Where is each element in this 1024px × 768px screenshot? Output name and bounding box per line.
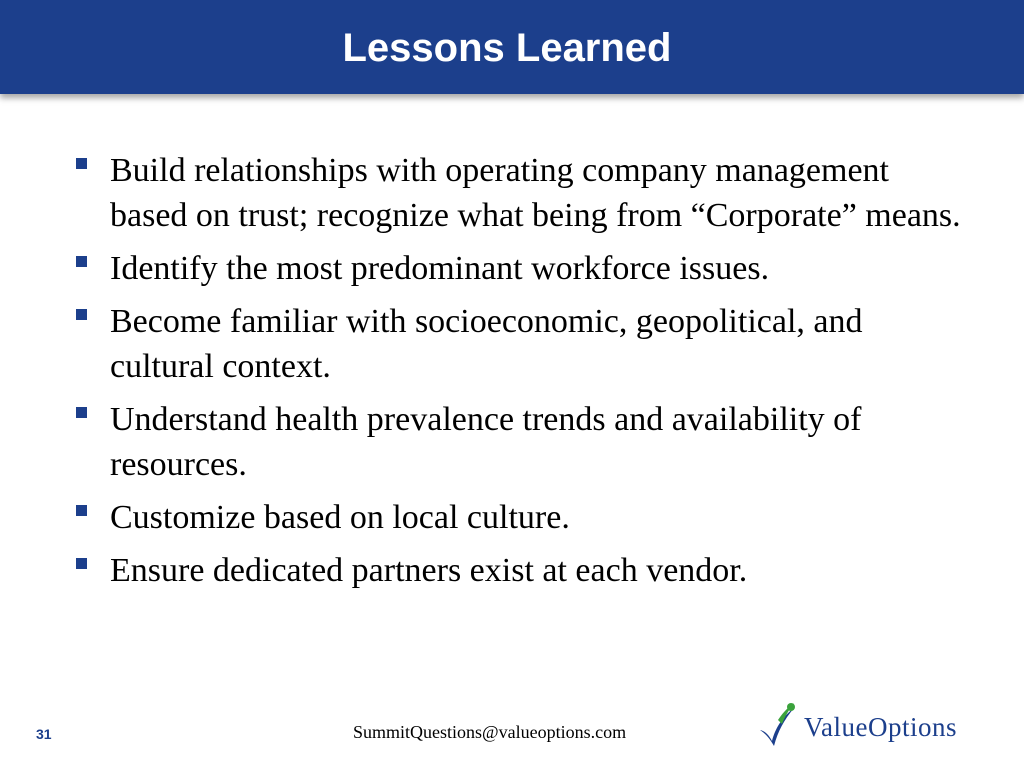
- bullet-text: Customize based on local culture.: [110, 499, 570, 536]
- footer-email: SummitQuestions@valueoptions.com: [353, 722, 627, 742]
- bullet-text: Ensure dedicated partners exist at each vendor.: [110, 552, 748, 589]
- slide-header: [0, 0, 1024, 94]
- square-bullet-icon: [76, 158, 87, 169]
- bullet-text: Understand health prevalence trends and availability of resources.: [110, 401, 862, 483]
- bullet-item: [72, 548, 962, 593]
- bullet-item: [72, 148, 962, 238]
- checkmark-logo-icon: [756, 700, 802, 750]
- square-bullet-icon: [76, 558, 87, 569]
- square-bullet-icon: [76, 505, 87, 516]
- slide-title: Lessons Learned: [342, 26, 672, 70]
- bullet-item: [72, 495, 962, 540]
- square-bullet-icon: [76, 256, 87, 267]
- page-number: 31: [36, 726, 52, 742]
- logo-text: ValueOptions: [804, 712, 957, 742]
- bullet-item: [72, 397, 962, 487]
- square-bullet-icon: [76, 309, 87, 320]
- square-bullet-icon: [76, 407, 87, 418]
- bullet-item: [72, 299, 962, 389]
- bullet-list: [72, 148, 962, 601]
- company-logo: [756, 700, 996, 750]
- bullet-text: Become familiar with socioeconomic, geopolitical, and cultural context.: [110, 303, 863, 385]
- bullet-text: Identify the most predominant workforce issues.: [110, 250, 770, 287]
- bullet-item: [72, 246, 962, 291]
- bullet-text: Build relationships with operating company management based on trust; recognize what being from “Corporate” means.: [110, 152, 961, 234]
